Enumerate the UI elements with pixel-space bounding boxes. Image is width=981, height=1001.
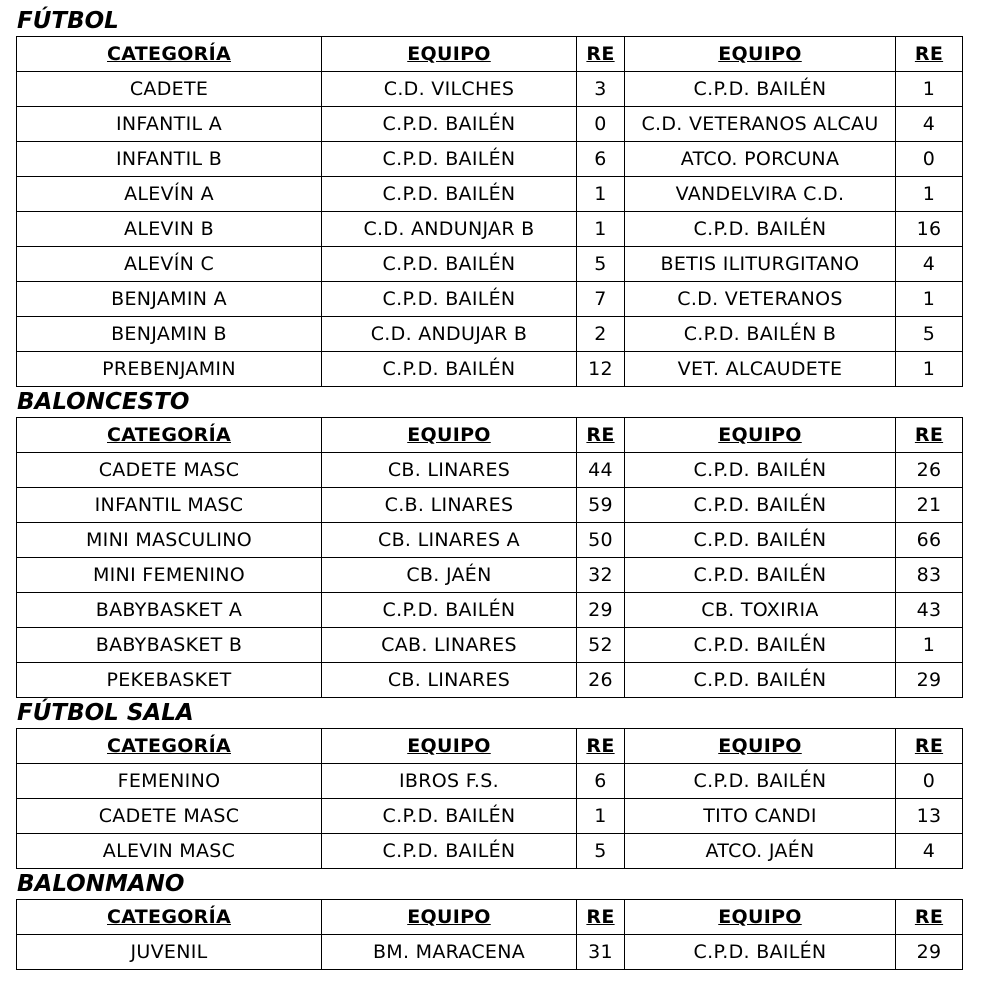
table-row <box>17 799 963 834</box>
section-title: FÚTBOL <box>17 8 119 34</box>
table-header-row <box>17 729 963 764</box>
home-team-cell: C.P.D. BAILÉN <box>322 352 577 387</box>
home-score-cell: 2 <box>577 317 625 352</box>
table-row <box>17 488 963 523</box>
home-team-cell: CAB. LINARES <box>322 628 577 663</box>
category-cell: BABYBASKET B <box>17 628 322 663</box>
table-row <box>17 177 963 212</box>
home-team-cell: CB. LINARES <box>322 453 577 488</box>
category-cell: CADETE MASC <box>17 799 322 834</box>
away-team-cell: VANDELVIRA C.D. <box>625 177 896 212</box>
home-team-cell: CB. JAÉN <box>322 558 577 593</box>
away-score-cell: 4 <box>896 247 963 282</box>
category-cell: INFANTIL MASC <box>17 488 322 523</box>
away-score-cell: 1 <box>896 177 963 212</box>
header-re-away: RE <box>896 418 963 453</box>
header-equipo-home: EQUIPO <box>322 900 577 935</box>
away-score-cell: 0 <box>896 764 963 799</box>
header-equipo-away: EQUIPO <box>625 900 896 935</box>
table-row <box>17 764 963 799</box>
results-table <box>16 36 963 387</box>
away-score-cell: 26 <box>896 453 963 488</box>
home-score-cell: 0 <box>577 107 625 142</box>
away-team-cell: ATCO. JAÉN <box>625 834 896 869</box>
away-team-cell: C.P.D. BAILÉN <box>625 72 896 107</box>
header-re-home: RE <box>577 729 625 764</box>
away-score-cell: 29 <box>896 935 963 970</box>
away-score-cell: 13 <box>896 799 963 834</box>
category-cell: FEMENINO <box>17 764 322 799</box>
home-team-cell: C.D. ANDUJAR B <box>322 317 577 352</box>
away-team-cell: C.P.D. BAILÉN <box>625 935 896 970</box>
category-cell: BABYBASKET A <box>17 593 322 628</box>
home-score-cell: 1 <box>577 212 625 247</box>
away-score-cell: 4 <box>896 107 963 142</box>
home-score-cell: 26 <box>577 663 625 698</box>
table-row <box>17 72 963 107</box>
table-row <box>17 935 963 970</box>
away-team-cell: BETIS ILITURGITANO <box>625 247 896 282</box>
results-table <box>16 417 963 698</box>
home-score-cell: 5 <box>577 247 625 282</box>
table-row <box>17 628 963 663</box>
home-score-cell: 32 <box>577 558 625 593</box>
header-re-away: RE <box>896 900 963 935</box>
home-team-cell: C.D. VILCHES <box>322 72 577 107</box>
away-score-cell: 16 <box>896 212 963 247</box>
category-cell: INFANTIL B <box>17 142 322 177</box>
home-team-cell: CB. LINARES A <box>322 523 577 558</box>
away-team-cell: TITO CANDI <box>625 799 896 834</box>
away-team-cell: CB. TOXIRIA <box>625 593 896 628</box>
away-team-cell: VET. ALCAUDETE <box>625 352 896 387</box>
home-team-cell: CB. LINARES <box>322 663 577 698</box>
away-score-cell: 21 <box>896 488 963 523</box>
home-score-cell: 7 <box>577 282 625 317</box>
category-cell: INFANTIL A <box>17 107 322 142</box>
away-score-cell: 4 <box>896 834 963 869</box>
category-cell: PEKEBASKET <box>17 663 322 698</box>
away-team-cell: C.D. VETERANOS <box>625 282 896 317</box>
away-team-cell: ATCO. PORCUNA <box>625 142 896 177</box>
header-categoria: CATEGORÍA <box>17 729 322 764</box>
results-table <box>16 728 963 869</box>
table-row <box>17 107 963 142</box>
header-re-home: RE <box>577 418 625 453</box>
away-team-cell: C.D. VETERANOS ALCAU <box>625 107 896 142</box>
table-row <box>17 142 963 177</box>
table-row <box>17 317 963 352</box>
home-team-cell: C.P.D. BAILÉN <box>322 247 577 282</box>
away-team-cell: C.P.D. BAILÉN <box>625 453 896 488</box>
home-score-cell: 6 <box>577 764 625 799</box>
away-team-cell: C.P.D. BAILÉN <box>625 488 896 523</box>
table-row <box>17 247 963 282</box>
away-score-cell: 83 <box>896 558 963 593</box>
home-team-cell: C.P.D. BAILÉN <box>322 177 577 212</box>
home-score-cell: 6 <box>577 142 625 177</box>
home-team-cell: C.P.D. BAILÉN <box>322 107 577 142</box>
table-row <box>17 834 963 869</box>
away-score-cell: 1 <box>896 72 963 107</box>
table-row <box>17 352 963 387</box>
results-table <box>16 899 963 970</box>
category-cell: ALEVIN B <box>17 212 322 247</box>
header-re-home: RE <box>577 37 625 72</box>
category-cell: MINI MASCULINO <box>17 523 322 558</box>
away-score-cell: 43 <box>896 593 963 628</box>
header-equipo-away: EQUIPO <box>625 418 896 453</box>
header-re-away: RE <box>896 729 963 764</box>
category-cell: ALEVÍN C <box>17 247 322 282</box>
table-row <box>17 523 963 558</box>
away-team-cell: C.P.D. BAILÉN <box>625 663 896 698</box>
home-team-cell: C.P.D. BAILÉN <box>322 834 577 869</box>
table-row <box>17 593 963 628</box>
header-equipo-home: EQUIPO <box>322 418 577 453</box>
home-team-cell: C.P.D. BAILÉN <box>322 282 577 317</box>
home-score-cell: 50 <box>577 523 625 558</box>
header-equipo-home: EQUIPO <box>322 37 577 72</box>
header-re-home: RE <box>577 900 625 935</box>
category-cell: MINI FEMENINO <box>17 558 322 593</box>
away-score-cell: 1 <box>896 282 963 317</box>
away-team-cell: C.P.D. BAILÉN <box>625 523 896 558</box>
home-team-cell: C.D. ANDUNJAR B <box>322 212 577 247</box>
home-team-cell: C.P.D. BAILÉN <box>322 593 577 628</box>
table-row <box>17 663 963 698</box>
away-team-cell: C.P.D. BAILÉN B <box>625 317 896 352</box>
away-score-cell: 66 <box>896 523 963 558</box>
home-team-cell: IBROS F.S. <box>322 764 577 799</box>
home-score-cell: 1 <box>577 177 625 212</box>
table-row <box>17 453 963 488</box>
table-row <box>17 282 963 317</box>
table-header-row <box>17 418 963 453</box>
away-score-cell: 5 <box>896 317 963 352</box>
category-cell: ALEVIN MASC <box>17 834 322 869</box>
category-cell: BENJAMIN B <box>17 317 322 352</box>
table-row <box>17 212 963 247</box>
category-cell: JUVENIL <box>17 935 322 970</box>
away-score-cell: 1 <box>896 352 963 387</box>
header-categoria: CATEGORÍA <box>17 37 322 72</box>
home-team-cell: C.P.D. BAILÉN <box>322 142 577 177</box>
home-score-cell: 3 <box>577 72 625 107</box>
home-team-cell: C.B. LINARES <box>322 488 577 523</box>
home-score-cell: 59 <box>577 488 625 523</box>
away-team-cell: C.P.D. BAILÉN <box>625 212 896 247</box>
section-title: FÚTBOL SALA <box>17 700 194 726</box>
away-score-cell: 0 <box>896 142 963 177</box>
home-team-cell: BM. MARACENA <box>322 935 577 970</box>
table-header-row <box>17 900 963 935</box>
away-team-cell: C.P.D. BAILÉN <box>625 764 896 799</box>
section-title: BALONCESTO <box>17 389 190 415</box>
home-score-cell: 29 <box>577 593 625 628</box>
home-score-cell: 5 <box>577 834 625 869</box>
category-cell: PREBENJAMIN <box>17 352 322 387</box>
away-score-cell: 29 <box>896 663 963 698</box>
home-score-cell: 1 <box>577 799 625 834</box>
table-header-row <box>17 37 963 72</box>
header-categoria: CATEGORÍA <box>17 418 322 453</box>
home-score-cell: 31 <box>577 935 625 970</box>
home-score-cell: 52 <box>577 628 625 663</box>
section-title: BALONMANO <box>17 871 185 897</box>
results-document <box>16 6 962 970</box>
category-cell: CADETE <box>17 72 322 107</box>
header-re-away: RE <box>896 37 963 72</box>
away-team-cell: C.P.D. BAILÉN <box>625 628 896 663</box>
category-cell: ALEVÍN A <box>17 177 322 212</box>
header-categoria: CATEGORÍA <box>17 900 322 935</box>
category-cell: CADETE MASC <box>17 453 322 488</box>
home-score-cell: 44 <box>577 453 625 488</box>
category-cell: BENJAMIN A <box>17 282 322 317</box>
home-score-cell: 12 <box>577 352 625 387</box>
header-equipo-away: EQUIPO <box>625 729 896 764</box>
away-team-cell: C.P.D. BAILÉN <box>625 558 896 593</box>
header-equipo-home: EQUIPO <box>322 729 577 764</box>
header-equipo-away: EQUIPO <box>625 37 896 72</box>
table-row <box>17 558 963 593</box>
home-team-cell: C.P.D. BAILÉN <box>322 799 577 834</box>
away-score-cell: 1 <box>896 628 963 663</box>
